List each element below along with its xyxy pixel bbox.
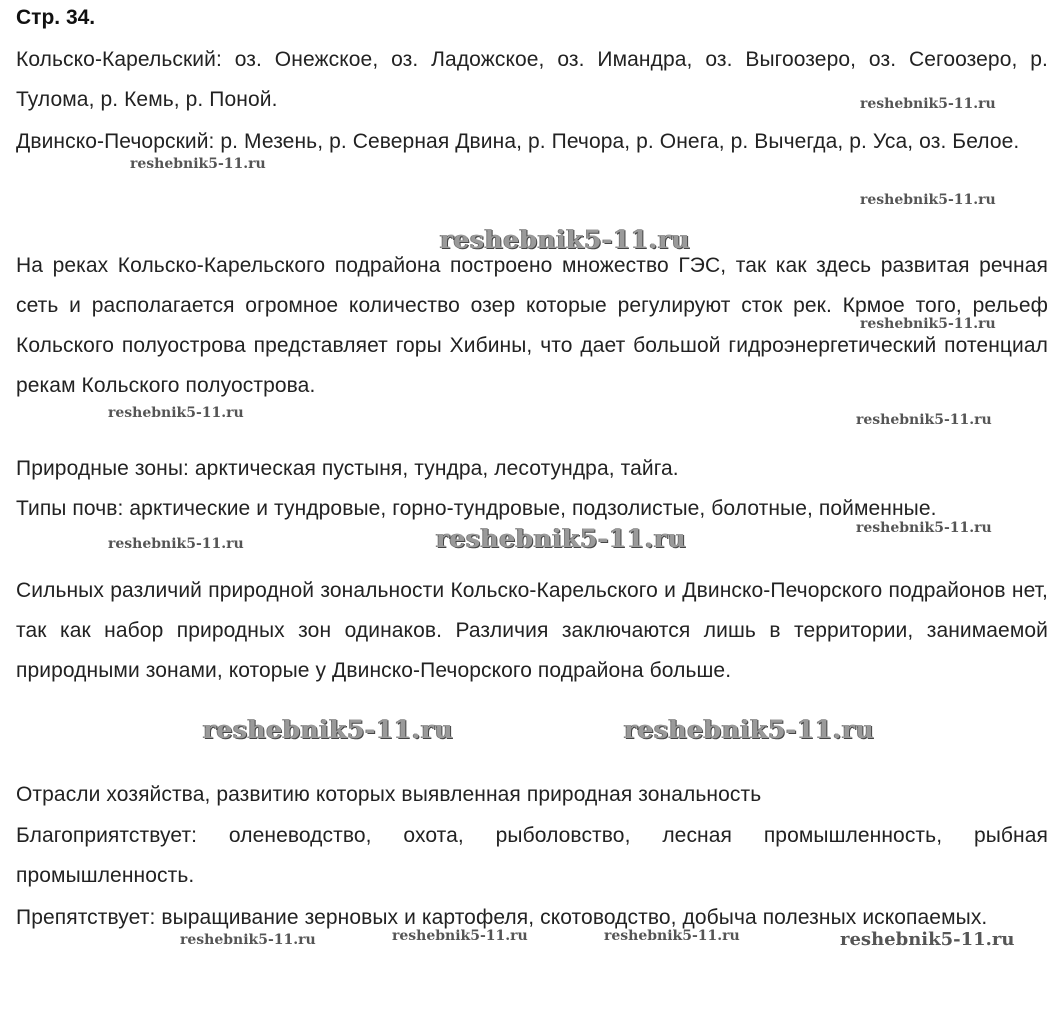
paragraph-hydro: На реках Кольско-Карельского подрайона построено множество ГЭС, так как здесь развитая речная сеть и располагается огромное количество озер которые регулируют сток рек. Крмое того, рельеф Кольского полуострова представляет горы Хибины, что дает большой гидроэнергетический потенциал рекам Кольского полуострова. — [16, 254, 1048, 397]
paragraph-kola-karelian: Кольско-Карельский: оз. Онежское, оз. Ладожское, оз. Имандра, оз. Выгоозеро, оз. Сегоозеро, р. Тулома, р. Кемь, р. Поной. — [16, 48, 1048, 111]
paragraph-soils: Типы почв: арктические и тундровые, горно-тундровые, подзолистые, болотные, пойменные. — [16, 497, 937, 520]
paragraph-zones: Природные зоны: арктическая пустыня, тундра, лесотундра, тайга. — [16, 457, 679, 480]
watermark: reshebnik5-11.ru — [180, 932, 316, 948]
watermark: reshebnik5-11.ru — [108, 405, 244, 421]
watermark: reshebnik5-11.ru — [840, 929, 1015, 950]
paragraph-favors: Благоприятствует: оленеводство, охота, рыболовство, лесная промышленность, рыбная промышленность. — [16, 824, 1048, 887]
watermark: reshebnik5-11.ru — [108, 536, 244, 552]
watermark: reshebnik5-11.ru — [440, 225, 691, 254]
watermark: reshebnik5-11.ru — [203, 715, 454, 744]
watermark: reshebnik5-11.ru — [624, 715, 875, 744]
paragraph-branches: Отрасли хозяйства, развитию которых выявленная природная зональность — [16, 783, 762, 806]
watermark: reshebnik5-11.ru — [860, 96, 996, 112]
watermark: reshebnik5-11.ru — [860, 192, 996, 208]
watermark: reshebnik5-11.ru — [604, 928, 740, 944]
paragraph-hinders: Препятствует: выращивание зерновых и картофеля, скотоводство, добыча полезных ископаемых. — [16, 906, 988, 929]
watermark: reshebnik5-11.ru — [860, 316, 996, 332]
page-title: Стр. 34. — [16, 6, 96, 29]
watermark: reshebnik5-11.ru — [130, 156, 266, 172]
paragraph-dvina-pechora: Двинско-Печорский: р. Мезень, р. Северная Двина, р. Печора, р. Онега, р. Вычегда, р. Уса, оз. Белое. — [16, 130, 1020, 153]
watermark: reshebnik5-11.ru — [856, 412, 992, 428]
watermark: reshebnik5-11.ru — [856, 520, 992, 536]
paragraph-differences: Сильных различий природной зональности Кольско-Карельского и Двинско-Печорского подрайонов нет, так как набор природных зон одинаков. Различия заключаются лишь в территории, занимаемой природными зонами, которые у Двинско-Печорского подрайона больше. — [16, 579, 1048, 682]
watermark: reshebnik5-11.ru — [436, 524, 687, 553]
watermark: reshebnik5-11.ru — [392, 928, 528, 944]
